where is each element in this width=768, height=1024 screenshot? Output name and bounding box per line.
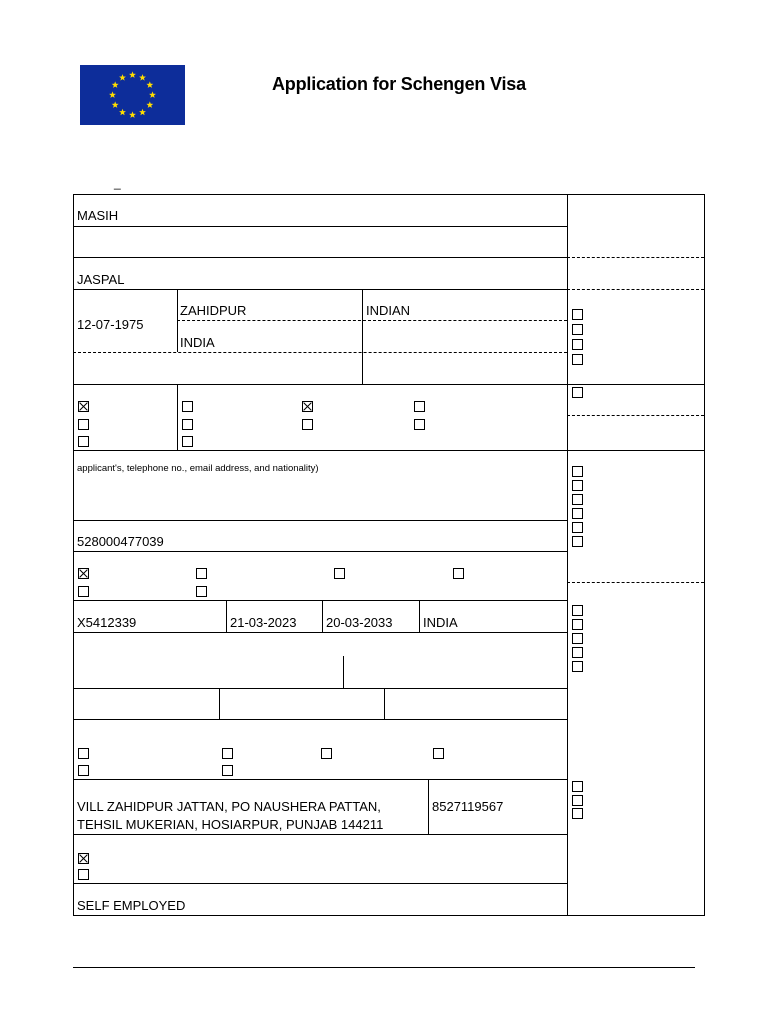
table-top-border xyxy=(73,194,705,195)
civil-separated-checkbox[interactable] xyxy=(182,419,193,430)
sex-other-checkbox[interactable] xyxy=(78,436,89,447)
civil-divorced-checkbox[interactable] xyxy=(302,419,313,430)
right-checkbox[interactable] xyxy=(572,387,583,398)
flag-star xyxy=(119,74,126,81)
right-dashed-line xyxy=(567,415,704,416)
right-checkbox[interactable] xyxy=(572,619,583,630)
right-checkbox[interactable] xyxy=(572,647,583,658)
col-line xyxy=(322,600,323,632)
flag-star xyxy=(119,109,126,116)
doc-other-checkbox[interactable] xyxy=(196,586,207,597)
civil-registered-checkbox[interactable] xyxy=(414,401,425,412)
flag-star xyxy=(146,81,153,88)
row-line xyxy=(73,719,567,720)
row-line xyxy=(73,384,567,385)
relation-grandchild-checkbox[interactable] xyxy=(321,748,332,759)
doc-special-checkbox[interactable] xyxy=(78,586,89,597)
row-line xyxy=(73,520,567,521)
right-checkbox[interactable] xyxy=(572,309,583,320)
valid-until-value[interactable]: 20-03-2033 xyxy=(326,615,393,630)
right-dashed-line xyxy=(567,257,704,258)
col-line xyxy=(362,289,363,384)
sex-male-checkbox[interactable] xyxy=(78,401,89,412)
row-line xyxy=(73,450,567,451)
row-line xyxy=(73,688,567,689)
flag-star xyxy=(149,91,156,98)
eu-flag xyxy=(80,65,185,125)
right-checkbox[interactable] xyxy=(572,508,583,519)
address-line-2[interactable]: TEHSIL MUKERIAN, HOSIARPUR, PUNJAB 144211 xyxy=(77,817,384,832)
relation-registered-checkbox[interactable] xyxy=(78,765,89,776)
table-right-border xyxy=(704,194,705,916)
civil-single-checkbox[interactable] xyxy=(182,401,193,412)
address-line-1[interactable]: VILL ZAHIDPUR JATTAN, PO NAUSHERA PATTAN, xyxy=(77,799,381,814)
issue-date-value[interactable]: 21-03-2023 xyxy=(230,615,297,630)
place-of-birth-value[interactable]: ZAHIDPUR xyxy=(180,303,247,318)
country-of-birth-value[interactable]: INDIA xyxy=(180,335,215,350)
flag-star xyxy=(129,71,136,78)
first-name-value[interactable]: JASPAL xyxy=(77,272,125,287)
col-line xyxy=(177,384,178,450)
right-checkbox[interactable] xyxy=(572,494,583,505)
col-line xyxy=(177,289,178,352)
doc-official-checkbox[interactable] xyxy=(453,568,464,579)
right-column-divider xyxy=(567,194,568,916)
row-line xyxy=(73,834,567,835)
minor-note: applicant's, telephone no., email address, and nationality) xyxy=(77,463,319,474)
right-dashed-line xyxy=(567,582,704,583)
col-line xyxy=(384,688,385,719)
right-checkbox[interactable] xyxy=(572,536,583,547)
row-line xyxy=(73,289,567,290)
col-line xyxy=(226,600,227,632)
row-dashed-line xyxy=(177,320,567,321)
civil-widow-checkbox[interactable] xyxy=(414,419,425,430)
civil-other-checkbox[interactable] xyxy=(182,436,193,447)
right-checkbox[interactable] xyxy=(572,605,583,616)
table-bottom-border xyxy=(73,915,705,916)
right-row-line xyxy=(567,450,704,451)
telephone-value[interactable]: 8527119567 xyxy=(432,799,504,814)
doc-diplomatic-checkbox[interactable] xyxy=(196,568,207,579)
flag-star xyxy=(139,74,146,81)
page-title: Application for Schengen Visa xyxy=(272,74,526,94)
row-dashed-line xyxy=(73,352,567,353)
row-line xyxy=(73,632,567,633)
right-checkbox[interactable] xyxy=(572,633,583,644)
date-of-birth-value[interactable]: 12-07-1975 xyxy=(77,317,144,332)
row-line xyxy=(73,551,567,552)
doc-ordinary-checkbox[interactable] xyxy=(78,568,89,579)
col-line xyxy=(419,600,420,632)
right-checkbox[interactable] xyxy=(572,354,583,365)
eu-flag-stars xyxy=(80,65,185,125)
footer-divider xyxy=(73,967,695,968)
right-row-line xyxy=(567,384,704,385)
row-line xyxy=(73,226,567,227)
relation-child-checkbox[interactable] xyxy=(222,748,233,759)
relation-spouse-checkbox[interactable] xyxy=(78,748,89,759)
flag-star xyxy=(112,81,119,88)
flag-star xyxy=(139,109,146,116)
right-checkbox[interactable] xyxy=(572,661,583,672)
right-checkbox[interactable] xyxy=(572,339,583,350)
relation-dependent-checkbox[interactable] xyxy=(433,748,444,759)
flag-star xyxy=(112,101,119,108)
col-line xyxy=(428,779,429,834)
issued-by-value[interactable]: INDIA xyxy=(423,615,458,630)
nationality-value[interactable]: INDIAN xyxy=(366,303,411,318)
underscore-mark: _ xyxy=(114,176,121,190)
residence-yes-checkbox[interactable] xyxy=(78,869,89,880)
row-line xyxy=(73,779,567,780)
right-checkbox[interactable] xyxy=(572,795,583,806)
occupation-value[interactable]: SELF EMPLOYED xyxy=(77,898,186,913)
right-checkbox[interactable] xyxy=(572,808,583,819)
right-dashed-line xyxy=(567,289,704,290)
surname-value[interactable]: MASIH xyxy=(77,208,119,223)
row-line xyxy=(73,883,567,884)
table-left-border xyxy=(73,194,74,916)
right-checkbox[interactable] xyxy=(572,324,583,335)
row-line xyxy=(73,257,567,258)
right-checkbox[interactable] xyxy=(572,466,583,477)
right-checkbox[interactable] xyxy=(572,781,583,792)
col-line xyxy=(219,688,220,719)
right-checkbox[interactable] xyxy=(572,522,583,533)
civil-married-checkbox[interactable] xyxy=(302,401,313,412)
relation-other-checkbox[interactable] xyxy=(222,765,233,776)
residence-no-checkbox[interactable] xyxy=(78,853,89,864)
flag-star xyxy=(129,111,136,118)
flag-star xyxy=(146,101,153,108)
right-checkbox[interactable] xyxy=(572,480,583,491)
flag-star xyxy=(109,91,116,98)
sex-female-checkbox[interactable] xyxy=(78,419,89,430)
doc-service-checkbox[interactable] xyxy=(334,568,345,579)
passport-number-value[interactable]: X5412339 xyxy=(77,615,137,630)
row-line xyxy=(73,600,567,601)
col-line xyxy=(343,656,344,688)
national-id-value[interactable]: 528000477039 xyxy=(77,534,164,549)
